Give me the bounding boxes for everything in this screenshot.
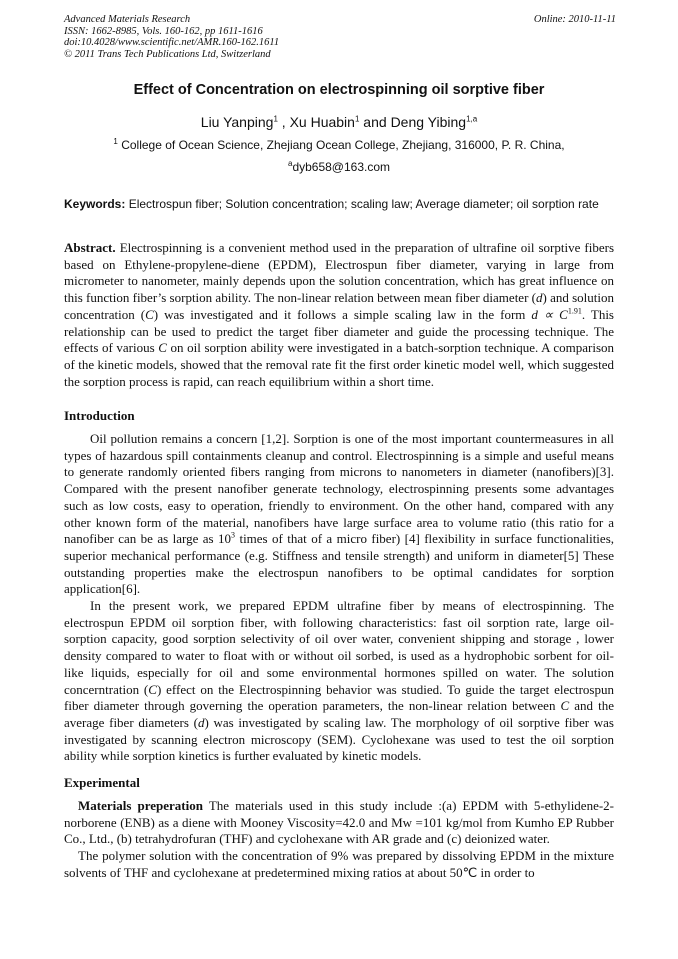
abstract-label: Abstract. xyxy=(64,240,116,255)
author-name: Liu Yanping xyxy=(200,114,274,130)
email-sup: a xyxy=(287,159,293,168)
abstract xyxy=(64,240,614,390)
author-name: Xu Huabin xyxy=(289,114,355,130)
affiliation xyxy=(0,138,678,152)
paragraph xyxy=(64,431,614,598)
abstract-text: Electrospinning is a convenient method used in the preparation of ultrafine oil sorptive fibers based on Ethylene-propylene-diene (EPDM), Electrospun fiber diameter, varying in large from micrometer to nanometer, mainly depends upon the solution concentration, which has great influence on this function fiber’s sorption ability. The non-linear relation between mean fiber diameter ( xyxy=(64,240,615,306)
formula-exponent: 1.91 xyxy=(567,306,582,316)
introduction-body xyxy=(64,431,614,765)
paragraph-text: times of that of a micro fiber) [4] flexibility in surface functionalities, superior mechanical performance (e.g. Stiffness and tensile strength) and uniform in diameter[5] These outstanding properties make the electrospun nanofibers to be optimal candidates for sorption application[6]. xyxy=(64,531,615,597)
author-sup: 1 xyxy=(273,114,278,124)
paragraph-text: ) effect on the Electrospinning behavior was studied. To guide the target electrospun fiber diameter through governing the operation parameters, the non-linear relation between xyxy=(64,681,614,714)
superscript: 3 xyxy=(231,530,236,540)
author-name: Deng Yibing xyxy=(390,114,467,130)
section-heading-introduction: Introduction xyxy=(64,408,135,423)
paragraph-text: In the present work, we prepared EPDM ultrafine fiber by means of electrospinning. The electrospun EPDM oil sorption fiber, with following characteristics: fast oil sorption rate, large oil-sorption capacity, good sorption selectivity of oil over water, convenient shipping and storage , lower density compared to water to float with or without oil sorbed, is used as a hydrophobic sorbent for oil-like liquids, especially for oil and some environmental hormones spilled on water. The solution concerntration ( xyxy=(64,598,614,697)
section-heading-experimental: Experimental xyxy=(64,775,140,790)
abstract-text: ) and solution concentration ( xyxy=(64,290,614,322)
author-sup: 1 xyxy=(354,114,360,124)
copyright-line: © 2011 Trans Tech Publications Ltd, Switzerland xyxy=(64,48,271,60)
affiliation-text: College of Ocean Science, Zhejiang Ocean College, Zhejiang, 316000, P. R. China, xyxy=(121,138,565,152)
scaling-formula: d ∝ C xyxy=(531,306,568,322)
abstract-text: on oil sorption ability were investigated in a batch-sorption technique. A comparison of the kinetic models, showed that the removal rate fit the first order kinetic model well, which suggested the sorption process is rapid, can reach equilibrium within a short time. xyxy=(64,340,614,389)
symbol-d: d xyxy=(535,290,543,306)
issn-line: ISSN: 1662-8985, Vols. 160-162, pp 1611-1616 xyxy=(64,25,263,37)
symbol-c: C xyxy=(145,306,154,322)
paragraph-text: The polymer solution with the concentration of 9% was prepared by dissolving EPDM in the mixture solvents of THF and cyclohexane at predetermined mixing ratios at about 50℃ in order to xyxy=(64,848,614,880)
author-list: Liu Yanping$^1$ , Xu Huabin$^1$ and Deng Yibing$^{1,a}$ xyxy=(200,114,478,130)
journal-name: Advanced Materials Research xyxy=(64,14,191,25)
paragraph-text: Oil pollution remains a concern [1,2]. Sorption is one of the most important countermeasures in all types of hazardous spill containments cleanup and control. Electrospinning is a simple and useful means to generate randomly oriented fibers ranging from microns to nanometers in diameter (nanofibers)[3]. Compared with the present nanofiber generate technology, electrospinning presents some advantages such as low costs, easy to operation, friendly to environment. On the other hand, compared with any other known form of the material, nanofibers have large surface area to volume ratio (this ratio for a nanofiber can be as large as 10 xyxy=(64,431,614,547)
experimental-body xyxy=(64,798,614,882)
symbol-c: C xyxy=(148,681,157,697)
affiliation-sup: 1 xyxy=(113,137,118,146)
symbol-d: d xyxy=(197,714,205,730)
paragraph-text: ) was investigated by scaling law. The morphology of oil sorptive fiber was investigated by scanning electron microscopy (SEM). Cyclohexane was used to test the oil sorption ability while sorption kinetics is further evaluated by kinetic models. xyxy=(64,714,614,764)
paragraph-text: and the average fiber diameters ( xyxy=(64,698,615,730)
abstract-text: . This relationship can be used to predict the target fiber diameter and guide the processing technique. The effects of various xyxy=(64,306,614,356)
keywords-text: Electrospun fiber; Solution concentration; scaling law; Average diameter; oil sorption rate xyxy=(128,197,599,211)
email-address: dyb658@163.com xyxy=(292,160,391,174)
online-date: Online: 2010-11-11 xyxy=(533,14,616,25)
symbol-c: C xyxy=(560,698,570,714)
journal-header xyxy=(64,14,616,60)
paragraph xyxy=(64,848,614,881)
paragraph xyxy=(64,798,614,848)
author-sup: 1,a xyxy=(466,114,478,124)
keywords xyxy=(64,197,616,212)
doi-line: doi:10.4028/www.scientific.net/AMR.160-162.1611 xyxy=(64,37,280,48)
paper-title: Effect of Concentration on electrospinning oil sorptive fiber xyxy=(133,82,545,98)
abstract-text: ) was investigated and it follows a simple scaling law in the form xyxy=(153,306,526,322)
subsection-heading: Materials preperation xyxy=(78,798,203,813)
symbol-c: C xyxy=(158,340,167,356)
email-line xyxy=(0,160,678,174)
paragraph xyxy=(64,598,614,765)
keywords-label: Keywords: xyxy=(64,197,126,211)
paragraph-text: The materials used in this study include :(a) EPDM with 5-ethylidene-2-norborene (ENB) as a diene with Mooney Viscosity=42.0 and Mw =101 kg/mol from Kumho EP Rubber Co., Ltd., (b) tetrahydrofuran (THF) and cyclohexane with AR grade and (c) deionized water. xyxy=(64,798,615,847)
